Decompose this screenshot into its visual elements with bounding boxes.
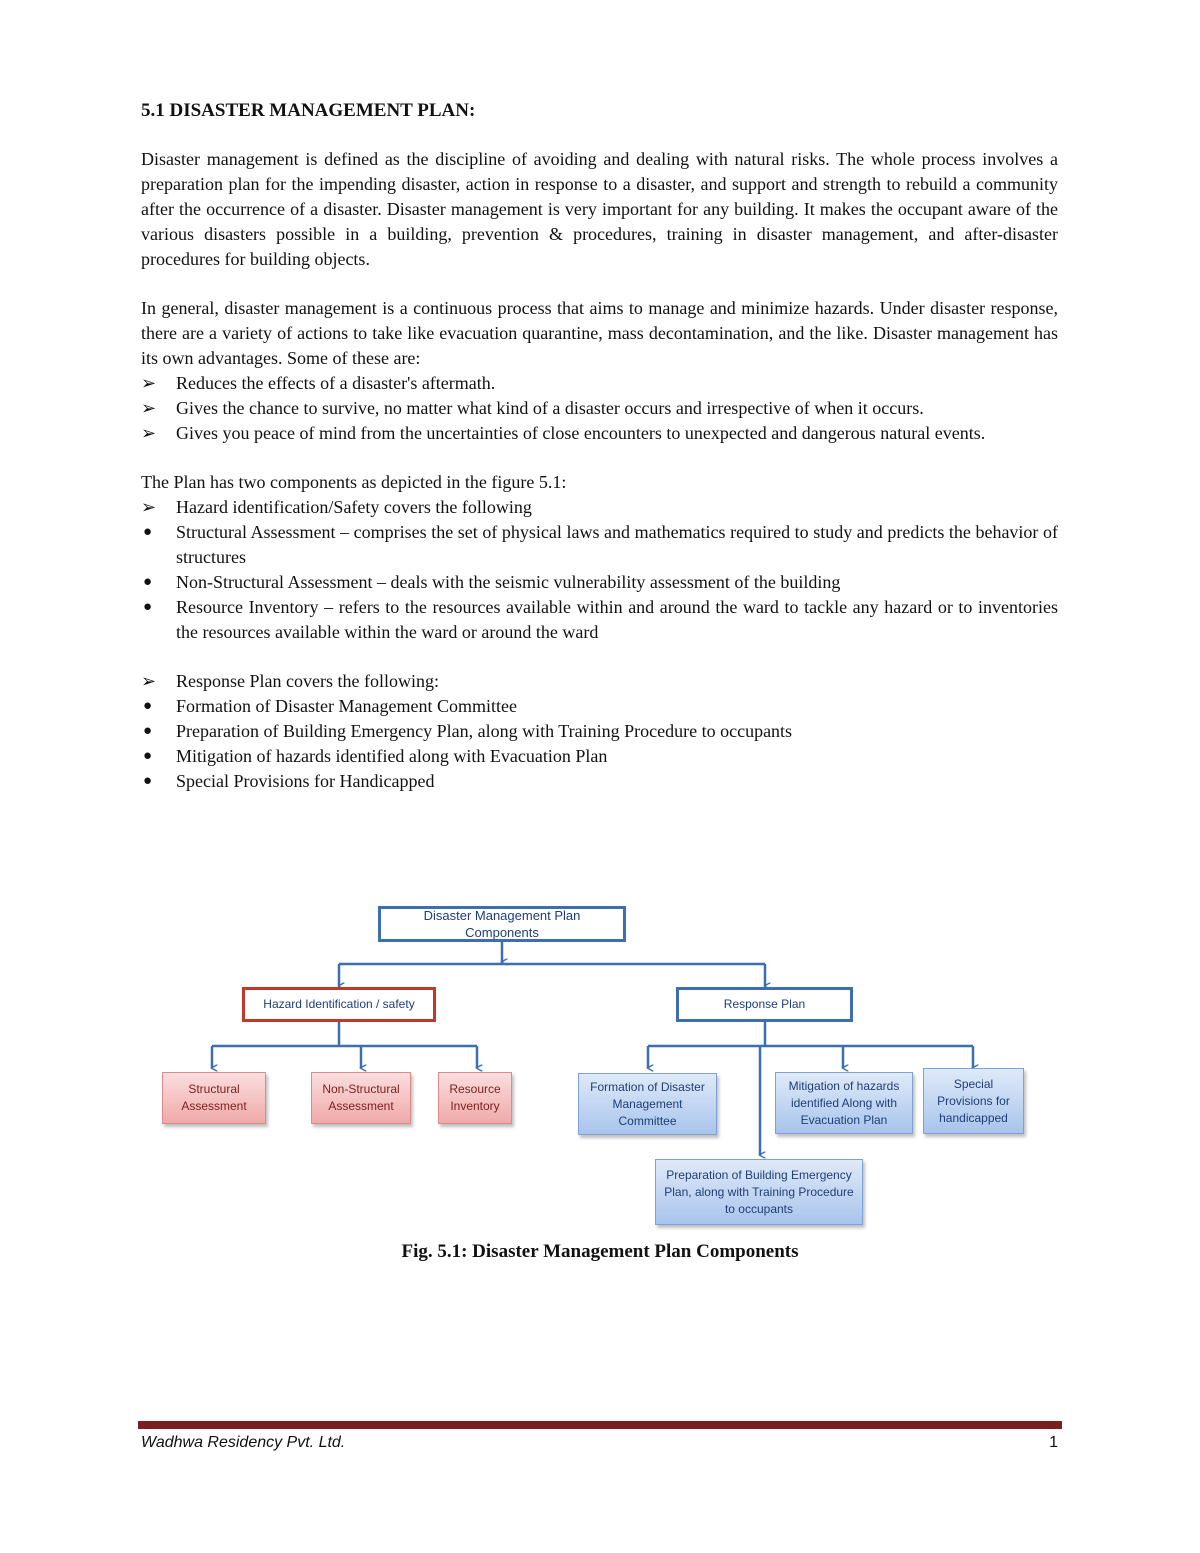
hazard-item: Resource Inventory – refers to the resources available within and around the ward to tackle any hazard or to inventories the resources available within the ward or around the ward (176, 597, 1058, 642)
response-heading: Response Plan covers the following: (176, 671, 439, 691)
list-item (141, 520, 1058, 570)
dot-bullet-icon: ● (143, 723, 153, 739)
dot-bullet-icon: ● (143, 524, 153, 540)
dot-bullet-icon: ● (143, 748, 153, 764)
list-item (141, 744, 1058, 769)
list-item (141, 669, 1058, 694)
footer-rule (138, 1421, 1062, 1429)
figure-caption: Fig. 5.1: Disaster Management Plan Components (401, 1241, 799, 1262)
diagram-formation-node: Formation of Disaster Management Committee (578, 1073, 717, 1135)
paragraph-general: In general, disaster management is a continuous process that aims to manage and minimize hazards. Under disaster response, there are a variety of actions to take like evacuation quarantine, mass decontamination, and the like. Disaster management has its own advantages. Some of these are: (141, 298, 1058, 368)
response-list (141, 669, 1058, 794)
diagram-special-node: Special Provisions for handicapped (923, 1068, 1024, 1134)
response-item: Special Provisions for Handicapped (176, 771, 435, 791)
section-body (141, 147, 1058, 794)
page-number: 1 (1049, 1434, 1058, 1451)
list-item (141, 421, 1058, 446)
list-item (141, 396, 1058, 421)
list-item (141, 570, 1058, 595)
advantage-text: Gives the chance to survive, no matter what kind of a disaster occurs and irrespective of when it occurs. (176, 398, 924, 418)
arrow-bullet-icon: ➢ (141, 497, 157, 517)
list-item (141, 769, 1058, 794)
list-item (141, 694, 1058, 719)
diagram-preparation-node: Preparation of Building Emergency Plan, along with Training Procedure to occupants (655, 1159, 863, 1225)
footer-company: Wadhwa Residency Pvt. Ltd. (141, 1434, 346, 1451)
list-item (141, 595, 1058, 645)
hazard-list (141, 495, 1058, 645)
response-item: Formation of Disaster Management Committee (176, 696, 517, 716)
dot-bullet-icon: ● (143, 698, 153, 714)
diagram-response-node: Response Plan (676, 987, 853, 1022)
list-item (141, 495, 1058, 520)
arrow-bullet-icon: ➢ (141, 398, 157, 418)
diagram-root-node: Disaster Management Plan Components (378, 906, 626, 942)
response-item: Mitigation of hazards identified along with Evacuation Plan (176, 746, 608, 766)
diagram-hazard-node: Hazard Identification / safety (242, 987, 436, 1022)
arrow-bullet-icon: ➢ (141, 671, 157, 691)
paragraph-definition: Disaster management is defined as the discipline of avoiding and dealing with natural risks. The whole process involves a preparation plan for the impending disaster, action in response to a disaster, and support and strength to rebuild a community after the occurrence of a disaster. Disaster management is very important for any building. It makes the occupant aware of the various disasters possible in a building, prevention & procedures, training in disaster management, and after-disaster procedures for building objects. (141, 149, 1058, 269)
advantages-list (141, 371, 1058, 446)
paragraph-components: The Plan has two components as depicted in the figure 5.1: (141, 472, 567, 492)
hazard-heading: Hazard identification/Safety covers the following (176, 497, 532, 517)
list-item (141, 371, 1058, 396)
arrow-bullet-icon: ➢ (141, 423, 157, 443)
dot-bullet-icon: ● (143, 599, 153, 615)
dot-bullet-icon: ● (143, 773, 153, 789)
advantage-text: Gives you peace of mind from the uncertainties of close encounters to unexpected and dangerous natural events. (176, 423, 986, 443)
dot-bullet-icon: ● (143, 574, 153, 590)
hazard-item: Non-Structural Assessment – deals with the seismic vulnerability assessment of the building (176, 572, 841, 592)
diagram-structural-node: Structural Assessment (162, 1072, 266, 1124)
diagram-non-structural-node: Non-Structural Assessment (311, 1072, 411, 1124)
advantage-text: Reduces the effects of a disaster's aftermath. (176, 373, 496, 393)
diagram-resource-node: Resource Inventory (438, 1072, 512, 1124)
response-item: Preparation of Building Emergency Plan, along with Training Procedure to occupants (176, 721, 793, 741)
list-item (141, 719, 1058, 744)
diagram-mitigation-node: Mitigation of hazards identified Along with Evacuation Plan (775, 1072, 913, 1134)
section-heading: 5.1 DISASTER MANAGEMENT PLAN: (141, 100, 476, 121)
hazard-item: Structural Assessment – comprises the set of physical laws and mathematics required to study and predicts the behavior of structures (176, 522, 1058, 567)
arrow-bullet-icon: ➢ (141, 373, 157, 393)
